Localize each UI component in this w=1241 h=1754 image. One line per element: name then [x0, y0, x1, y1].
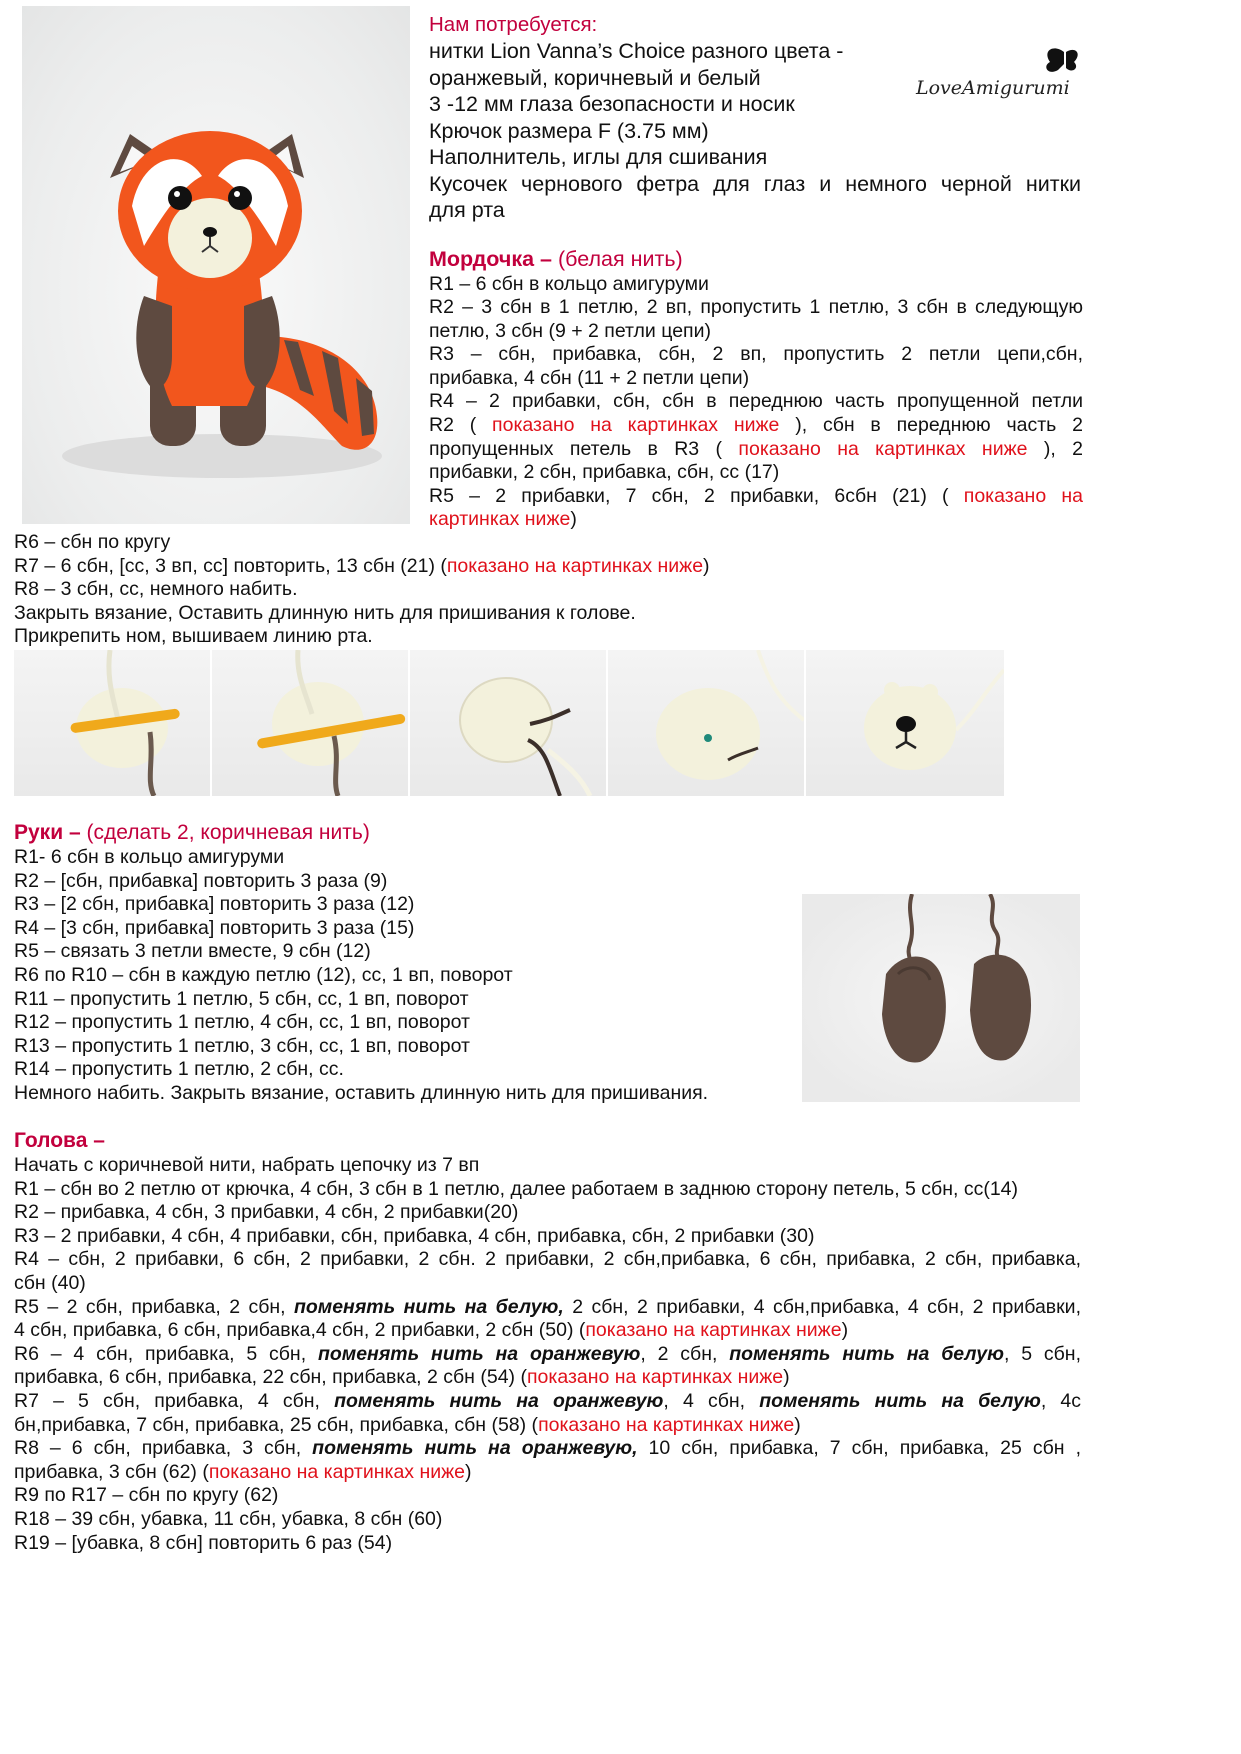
row-text: R7 – 5 сбн, прибавка, 4 сбн, — [14, 1389, 335, 1412]
head-row: R4 – сбн, 2 прибавки, 6 сбн, 2 прибавки, 2 сбн. 2 прибавки, 2 сбн,прибавка, 6 сбн, прибавка, 2 сбн, прибавка, — [14, 1248, 1081, 1271]
color-change-instruction: поменять нить на оранжевую — [334, 1389, 664, 1412]
color-change-instruction: поменять нить на оранжевую — [317, 1342, 641, 1365]
see-pictures-note: картинках ниже — [429, 508, 571, 531]
materials-line: Наполнитель, иглы для сшивания — [429, 145, 768, 169]
arms-row: R1- 6 сбн в кольцо амигуруми — [14, 846, 285, 868]
row-text: ) — [465, 1460, 472, 1483]
materials-title: Нам потребуется: — [429, 13, 598, 36]
head-row — [14, 1343, 1081, 1367]
butterfly-icon — [1046, 48, 1077, 72]
head-row — [14, 1414, 1081, 1438]
row-text: пропущенных петель в R3 ( — [429, 437, 723, 460]
head-row: R1 – сбн во 2 петлю от крючка, 4 сбн, 3 сбн в 1 петлю, далее работаем в заднюю сторону петель, 5 сбн, сс(14) — [14, 1177, 1019, 1200]
red-panda-illustration — [22, 6, 410, 524]
muzzle-section — [429, 246, 1083, 532]
muzzle-step-photo-3 — [410, 650, 606, 796]
see-pictures-note: показано на картинках ниже — [208, 1460, 466, 1483]
muzzle-step-photo-4 — [608, 650, 804, 796]
arms-row: R14 – пропустить 1 петлю, 2 сбн, сс. — [14, 1058, 344, 1081]
arm-right — [970, 955, 1031, 1061]
muzzle-subtitle: (белая нить) — [552, 247, 683, 271]
row-text: R2 ( — [429, 414, 477, 437]
row-text: ) — [841, 1319, 849, 1342]
muzzle-row: R4 – 2 прибавки, сбн, сбн в переднюю часть пропущенной петли — [429, 390, 1083, 413]
muzzle-section-continued — [14, 531, 1014, 649]
head-row — [14, 1319, 1081, 1343]
arms-row: R11 – пропустить 1 петлю, 5 сбн, сс, 1 вп, поворот — [14, 987, 469, 1010]
row-text: 2 сбн, 2 прибавки, 4 сбн,прибавка, 4 сбн, 2 прибавки, — [563, 1295, 1081, 1318]
arms-heading — [14, 819, 794, 846]
head-row: R19 – [убавка, 8 сбн] повторить 6 раз (54) — [14, 1531, 393, 1554]
row-text: R8 – 6 сбн, прибавка, 3 сбн, — [14, 1437, 313, 1460]
tail — [262, 336, 377, 450]
row-text: , 4с — [1040, 1389, 1081, 1412]
head-row — [14, 1366, 1081, 1390]
muzzle-row — [429, 438, 1083, 462]
row-text: R7 – 6 сбн, [сс, 3 вп, сс] повторить, 13 сбн (21) ( — [14, 554, 447, 577]
see-pictures-note: показано на картинках ниже — [585, 1319, 842, 1342]
arms-row: R5 – связать 3 петли вместе, 9 сбн (12) — [14, 940, 371, 963]
row-text: ) — [783, 1366, 790, 1389]
head-section — [14, 1127, 1081, 1555]
arms-row: R13 – пропустить 1 петлю, 3 сбн, сс, 1 вп, поворот — [14, 1034, 470, 1057]
muzzle-step-photo-5 — [806, 650, 1004, 796]
muzzle-row: R1 – 6 сбн в кольцо амигуруми — [429, 272, 709, 295]
arms-row: R12 – пропустить 1 петлю, 4 сбн, сс, 1 вп, поворот — [14, 1011, 470, 1034]
arms-subtitle: (сделать 2, коричневая нить) — [80, 821, 370, 844]
logo-text: LoveAmigurumi — [916, 77, 1070, 99]
muzzle-row: R2 – 3 сбн в 1 петлю, 2 вп, пропустить 1 петлю, 3 сбн в следующую — [429, 296, 1083, 319]
head-row — [14, 1296, 1081, 1320]
row-text: 4 сбн, прибавка, 6 сбн, прибавка,4 сбн, 2 прибавки, 2 сбн (50) ( — [14, 1319, 586, 1342]
red-panda-photo — [22, 6, 410, 524]
muzzle-row: прибавки, 2 сбн, прибавка, сбн, сс (17) — [429, 461, 780, 484]
color-change-instruction: поменять нить на оранжевую, — [312, 1437, 638, 1460]
color-change-instruction: поменять нить на белую, — [293, 1295, 564, 1318]
color-change-instruction: поменять нить на белую — [729, 1342, 1004, 1365]
see-pictures-note: показано на картинках ниже — [526, 1366, 784, 1389]
head-row — [14, 1461, 1081, 1485]
row-text: R6 – 4 сбн, прибавка, 5 сбн, — [14, 1342, 318, 1365]
materials-line: Крючок размера F (3.75 мм) — [429, 118, 709, 143]
arms-row: R2 – [сбн, прибавка] повторить 3 раза (9) — [14, 869, 388, 892]
row-text: , 4 сбн, — [663, 1389, 760, 1412]
muzzle-row — [429, 508, 1083, 532]
see-pictures-note: показано на картинках ниже — [738, 437, 1028, 460]
arms-row: R6 по R10 – сбн в каждую петлю (12), сс, 1 вп, поворот — [14, 963, 513, 986]
head-row: R18 – 39 сбн, убавка, 11 сбн, убавка, 8 сбн (60) — [14, 1507, 443, 1530]
row-text: прибавка, 6 сбн, прибавка, 22 сбн, прибавка, 2 сбн (54) ( — [14, 1366, 527, 1389]
arms-title: Руки – — [14, 821, 81, 844]
row-text: , 5 сбн, — [1003, 1342, 1081, 1365]
head-title: Голова – — [14, 1129, 105, 1152]
muzzle-row: R3 – сбн, прибавка, сбн, 2 вп, пропустить 2 петли цепи,сбн, — [429, 343, 1083, 366]
muzzle-step-photo-2 — [212, 650, 408, 796]
muzzle-row: Прикрепить ном, вышиваем линию рта. — [14, 625, 373, 648]
row-text: ) — [703, 554, 710, 577]
row-text: ), сбн в переднюю часть 2 — [795, 414, 1083, 437]
see-pictures-note: показано на — [963, 484, 1084, 507]
head-row: сбн (40) — [14, 1271, 86, 1294]
row-text: , 2 сбн, — [640, 1342, 730, 1365]
row-text: ) — [570, 508, 577, 531]
arms-row: R3 – [2 сбн, прибавка] повторить 3 раза (12) — [14, 893, 415, 916]
color-change-instruction: поменять нить на белую — [759, 1389, 1041, 1412]
row-text: R5 – 2 сбн, прибавка, 2 сбн, — [14, 1295, 294, 1318]
row-text: 10 сбн, прибавка, 7 сбн, прибавка, 25 сбн , — [637, 1437, 1081, 1460]
head-row — [14, 1390, 1081, 1414]
arms-photo — [802, 894, 1080, 1102]
arms-row: R4 – [3 сбн, прибавка] повторить 3 раза (15) — [14, 916, 415, 939]
muzzle-row: R8 – 3 сбн, сс, немного набить. — [14, 578, 298, 601]
materials-line: оранжевый, коричневый и белый — [429, 65, 761, 90]
arm-left — [882, 956, 946, 1062]
muzzle-heading — [429, 246, 1083, 273]
see-pictures-note: показано на картинках ниже — [446, 554, 704, 577]
love-amigurumi-logo — [914, 44, 1084, 104]
muzzle-title: Мордочка – — [429, 247, 553, 271]
row-text: R5 – 2 прибавки, 7 сбн, 2 прибавки, 6сбн (21) ( — [429, 484, 949, 507]
arms-section — [14, 819, 794, 1106]
muzzle-row — [429, 414, 1083, 438]
head-row — [14, 1437, 1081, 1461]
materials-line: нитки Lion Vanna’s Choice разного цвета - — [429, 39, 844, 63]
materials-line: 3 -12 мм глаза безопасности и носик — [429, 92, 795, 116]
materials-line: для рта — [429, 198, 505, 222]
muzzle-row — [429, 485, 1083, 509]
muzzle-row — [14, 555, 1014, 579]
muzzle-row: прибавка, 4 сбн (11 + 2 петли цепи) — [429, 366, 750, 389]
row-text: прибавка, 3 сбн (62) ( — [14, 1460, 209, 1483]
materials-line: Кусочек чернового фетра для глаз и немного черной нитки — [429, 171, 1081, 196]
muzzle-row: R6 – сбн по кругу — [14, 531, 171, 553]
see-pictures-note: показано на картинках ниже — [538, 1413, 795, 1436]
row-text: бн,прибавка, 7 сбн, прибавка, 25 сбн, прибавка, сбн (58) ( — [14, 1413, 539, 1436]
head-row: R9 по R17 – сбн по кругу (62) — [14, 1484, 279, 1507]
row-text: ), 2 — [1043, 437, 1084, 460]
head-row: R2 – прибавка, 4 сбн, 3 прибавки, 4 сбн, 2 прибавки(20) — [14, 1201, 519, 1224]
arms-row: Немного набить. Закрыть вязание, оставить длинную нить для пришивания. — [14, 1081, 709, 1104]
muzzle-row: Закрыть вязание, Оставить длинную нить для пришивания к голове. — [14, 601, 636, 624]
muzzle-row: петлю, 3 сбн (9 + 2 петли цепи) — [429, 319, 711, 342]
row-text: ) — [794, 1413, 801, 1436]
head-row: R3 – 2 прибавки, 4 сбн, 4 прибавки, сбн, прибавка, 4 сбн, прибавка, сбн, 2 прибавки (30) — [14, 1224, 815, 1247]
see-pictures-note: показано на картинках ниже — [492, 414, 780, 437]
head-row: Начать с коричневой нити, набрать цепочку из 7 вп — [14, 1154, 480, 1176]
muzzle-step-photo-1 — [14, 650, 210, 796]
